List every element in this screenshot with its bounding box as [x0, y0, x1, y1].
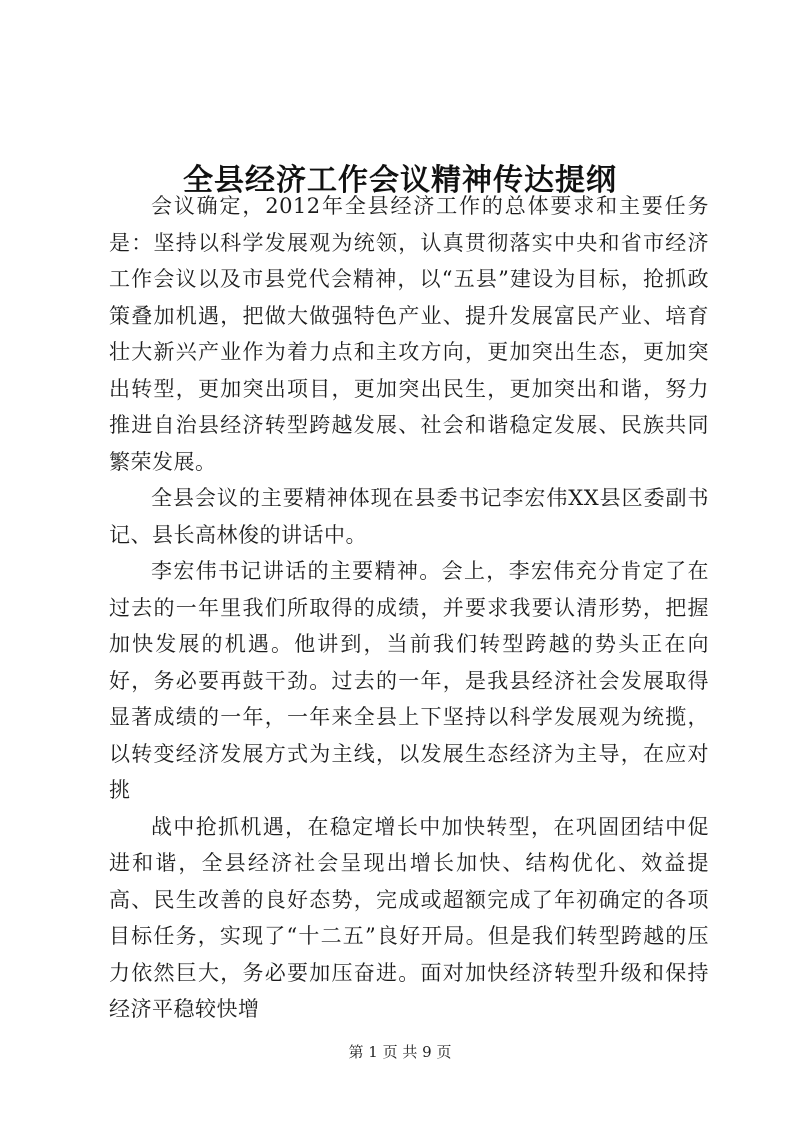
paragraph-2: 全县会议的主要精神体现在县委书记李宏伟XX县区委副书记、县长高林俊的讲话中。: [109, 486, 709, 547]
paragraph-1: 会议确定，2012年全县经济工作的总体要求和主要任务是：坚持以科学发展观为统领，认真贯彻落实中央和省市经济工作会议以及市县党代会精神，以“五县”建设为目标，抢抓政策叠加机遇，把做大做强特色产业、提升发展富民产业、培育壮大新兴产业作为着力点和主攻方向，更加突出生态，更加突出转型，更加突出项目，更加突出民生，更加突出和谐，努力推进自治县经济转型跨越发展、社会和谐稳定发展、民族共同繁荣发展。: [109, 194, 709, 474]
document-body: [109, 188, 709, 1028]
page-footer: 第 1 页 共 9 页: [348, 1043, 452, 1061]
paragraph-4: 战中抢抓机遇，在稳定增长中加快转型，在巩固团结中促进和谐，全县经济社会呈现出增长加快、结构优化、效益提高、民生改善的良好态势，完成或超额完成了年初确定的各项目标任务，实现了“十二五”良好开局。但是我们转型跨越的压力依然巨大，务必要加压奋进。面对加快经济转型升级和保持经济平稳较快增: [109, 814, 709, 1021]
paragraph-3: 李宏伟书记讲话的主要精神。会上，李宏伟充分肯定了在过去的一年里我们所取得的成绩，并要求我要认清形势，把握加快发展的机遇。他讲到，当前我们转型跨越的势头正在向好，务必要再鼓干劲。过去的一年，是我县经济社会发展取得显著成绩的一年，一年来全县上下坚持以科学发展观为统揽，以转变经济发展方式为主线，以发展生态经济为主导，在应对挑: [109, 559, 709, 802]
document-title: 全县经济工作会议精神传达提纲: [183, 163, 617, 199]
